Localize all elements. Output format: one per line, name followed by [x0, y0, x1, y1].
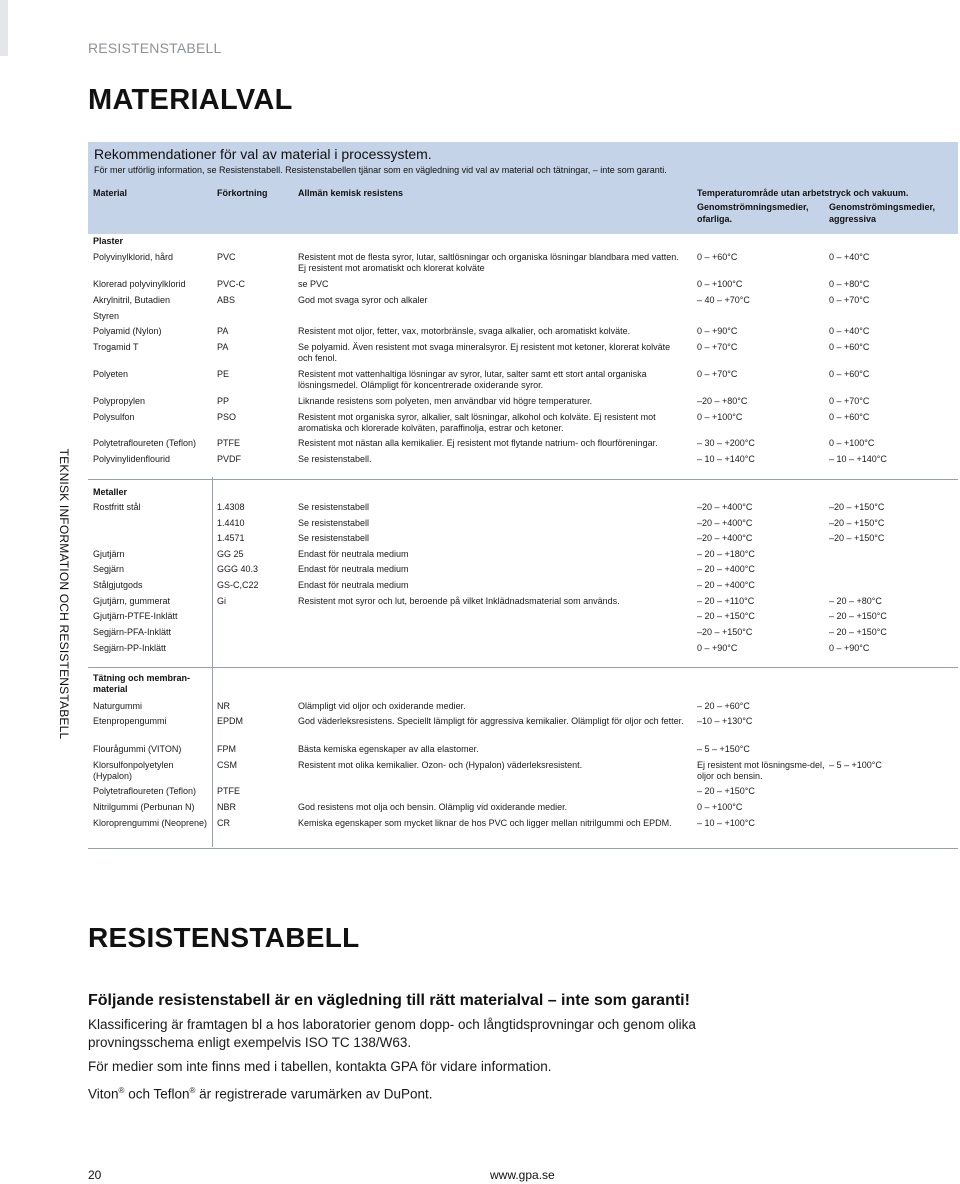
- cell-resistance: Se polyamid. Även resistent mot svaga mineralsyror. Ej resistent mot ketoner, klorerat kolväte och fenol.: [298, 342, 671, 363]
- cell-temp-harmless: – 10 – +140°C: [697, 454, 755, 464]
- cell-material: Etenpropengummi: [93, 716, 167, 726]
- cell-abbreviation: 1.4410: [217, 518, 245, 528]
- cell-abbreviation: PVC-C: [217, 279, 246, 289]
- cell-material: Polyeten: [93, 369, 129, 379]
- cell-abbreviation: PVDF: [217, 454, 242, 464]
- cell-material: Polytetrafloureten (Teflon): [93, 438, 197, 448]
- cell-resistance: God mot svaga syror och alkaler: [298, 295, 428, 305]
- cell-resistance: God resistens mot olja och bensin. Olämplig vid oxiderande medier.: [298, 802, 568, 812]
- cell-resistance: Se resistenstabell: [298, 502, 370, 512]
- cell-material: Nitrilgummi (Perbunan N): [93, 802, 195, 812]
- cell-temp-harmless: –20 – +150°C: [697, 627, 753, 637]
- cell-abbreviation: PTFE: [217, 786, 241, 796]
- cell-temp-aggressive: 0 – +40°C: [829, 252, 870, 262]
- cell-temp-harmless: 0 – +70°C: [697, 369, 738, 379]
- header-temp-aggressive: Genomströmingsmedier, aggressiva: [829, 202, 936, 224]
- resist-lead: Följande resistenstabell är en vägledning till rätt materialval – inte som garanti!: [88, 992, 690, 1009]
- cell-resistance: Liknande resistens som polyeten, men användbar vid högre temperaturer.: [298, 396, 593, 406]
- group-heading: Metaller: [93, 487, 128, 497]
- cell-material: Gjutjärn: [93, 549, 125, 559]
- cell-temp-aggressive: – 20 – +150°C: [829, 611, 887, 621]
- cell-abbreviation: GG 25: [217, 549, 244, 559]
- cell-resistance: God väderleksresistens. Speciellt lämpligt för aggressiva kemikalier. Olämpligt för oljor och fetter.: [298, 716, 684, 726]
- cell-resistance: Resistent mot olika kemikalier. Ozon- och (Hypalon) väderleksresistent.: [298, 760, 583, 770]
- cell-abbreviation: FPM: [217, 744, 236, 754]
- cell-temp-aggressive: – 20 – +150°C: [829, 627, 887, 637]
- cell-abbreviation: CR: [217, 818, 230, 828]
- cell-temp-harmless: 0 – +60°C: [697, 252, 738, 262]
- cell-material: Segjärn-PFA-Inklätt: [93, 627, 172, 637]
- cell-abbreviation: 1.4571: [217, 533, 245, 543]
- cell-temp-aggressive: 0 – +90°C: [829, 643, 870, 653]
- cell-resistance: Endast för neutrala medium: [298, 549, 409, 559]
- cell-temp-harmless: – 10 – +100°C: [697, 818, 755, 828]
- vertical-section-label: [56, 442, 72, 746]
- cell-material: Segjärn-PP-Inklätt: [93, 643, 167, 653]
- cell-abbreviation: CSM: [217, 760, 237, 770]
- resist-heading: RESISTENSTABELL: [88, 922, 360, 953]
- cell-abbreviation: Gi: [217, 596, 226, 606]
- cell-abbreviation: PP: [217, 396, 230, 406]
- cell-material: Polyvinylidenflourid: [93, 454, 171, 464]
- cell-temp-harmless: 0 – +100°C: [697, 279, 743, 289]
- resist-paragraph-2: För medier som inte finns med i tabellen, kontakta GPA för vidare information.: [88, 1059, 552, 1074]
- cell-temp-harmless: –20 – +400°C: [697, 533, 753, 543]
- header-material: Material: [93, 188, 128, 198]
- cell-material: Polyvinylklorid, hård: [93, 252, 174, 262]
- cell-temp-harmless: – 30 – +200°C: [697, 438, 755, 448]
- banner-title: Rekommendationer för val av material i processystem.: [94, 146, 432, 162]
- cell-abbreviation: 1.4308: [217, 502, 245, 512]
- page-number: 20: [88, 1168, 102, 1182]
- header-resistance: Allmän kemisk resistens: [298, 188, 404, 198]
- cell-temp-aggressive: – 5 – +100°C: [829, 760, 882, 770]
- cell-temp-harmless: Ej resistent mot lösningsme-del, oljor och bensin.: [697, 760, 825, 781]
- cell-temp-harmless: – 20 – +150°C: [697, 786, 755, 796]
- cell-resistance: Se resistenstabell.: [298, 454, 372, 464]
- cell-resistance: Se resistenstabell: [298, 518, 370, 528]
- cell-temp-harmless: –20 – +80°C: [697, 396, 748, 406]
- cell-material: Segjärn: [93, 564, 125, 574]
- header-temp-harmless: Genomströmningsmedier, ofarliga.: [697, 202, 809, 224]
- cell-abbreviation: ABS: [217, 295, 236, 305]
- cell-temp-aggressive: 0 – +80°C: [829, 279, 870, 289]
- cell-resistance: Se resistenstabell: [298, 533, 370, 543]
- cell-temp-harmless: – 20 – +110°C: [697, 596, 755, 606]
- cell-temp-harmless: – 5 – +150°C: [697, 744, 750, 754]
- cell-temp-harmless: 0 – +100°C: [697, 802, 743, 812]
- cell-resistance: Endast för neutrala medium: [298, 580, 409, 590]
- cell-material: Flourågummi (VITON): [93, 744, 182, 754]
- vertical-section-label-text: TEKNISK INFORMATION OCH RESISTENSTABELL: [57, 448, 71, 740]
- cell-abbreviation: PA: [217, 326, 229, 336]
- cell-temp-aggressive: –20 – +150°C: [829, 502, 885, 512]
- cell-temp-aggressive: 0 – +70°C: [829, 396, 870, 406]
- cell-resistance: Resistent mot organiska syror, alkalier, salt lösningar, alkohol och kolväte. Ej resistent mot aromatiska och klorerade kolväten, paraffinolja, estrar och ketoner.: [298, 412, 656, 433]
- cell-temp-harmless: 0 – +70°C: [697, 342, 738, 352]
- cell-abbreviation: PA: [217, 342, 229, 352]
- cell-material: Klorsulfonpolyetylen (Hypalon): [93, 760, 174, 781]
- edge-tab: [0, 0, 8, 56]
- cell-material: Kloroprengummi (Neoprene): [93, 818, 208, 828]
- cell-material: Naturgummi: [93, 701, 143, 711]
- cell-abbreviation: GGG 40.3: [217, 564, 259, 574]
- page-title: MATERIALVAL: [88, 84, 293, 116]
- resist-paragraph-3: Viton® och Teflon® är registrerade varumärken av DuPont.: [88, 1086, 433, 1102]
- group-separator: [88, 479, 958, 480]
- cell-material: Polyamid (Nylon): [93, 326, 162, 336]
- cell-material: Styren: [93, 311, 120, 321]
- cell-abbreviation: PVC: [217, 252, 236, 262]
- cell-material: Rostfritt stål: [93, 502, 141, 512]
- cell-temp-harmless: –20 – +400°C: [697, 518, 753, 528]
- cell-abbreviation: PE: [217, 369, 230, 379]
- header-temp-range: Temperaturområde utan arbetstryck och vakuum.: [697, 188, 909, 198]
- group-separator: [88, 848, 958, 849]
- cell-temp-harmless: –10 – +130°C: [697, 716, 753, 726]
- cell-resistance: Resistent mot syror och lut, beroende på vilket Inklädnadsmaterial som används.: [298, 596, 620, 606]
- cell-temp-aggressive: 0 – +60°C: [829, 369, 870, 379]
- cell-temp-aggressive: – 10 – +140°C: [829, 454, 887, 464]
- section-kicker: RESISTENSTABELL: [88, 40, 222, 56]
- cell-temp-aggressive: –20 – +150°C: [829, 518, 885, 528]
- cell-temp-aggressive: 0 – +60°C: [829, 342, 870, 352]
- group-heading: Plaster: [93, 236, 124, 246]
- cell-temp-aggressive: – 20 – +80°C: [829, 596, 882, 606]
- cell-temp-harmless: 0 – +100°C: [697, 412, 743, 422]
- cell-resistance: Endast för neutrala medium: [298, 564, 409, 574]
- cell-resistance: Kemiska egenskaper som mycket liknar de hos PVC och ligger mellan nitrilgummi och EPDM.: [298, 818, 672, 828]
- footer-url: www.gpa.se: [490, 1168, 555, 1182]
- cell-temp-harmless: 0 – +90°C: [697, 326, 738, 336]
- cell-abbreviation: EPDM: [217, 716, 244, 726]
- cell-temp-harmless: – 40 – +70°C: [697, 295, 750, 305]
- banner-subtitle: För mer utförlig information, se Resistenstabell. Resistenstabellen tjänar som en vägledning vid val av material och tätningar, – inte som garanti.: [94, 165, 667, 175]
- cell-material: Polytetrafloureten (Teflon): [93, 786, 197, 796]
- cell-abbreviation: PSO: [217, 412, 237, 422]
- group-separator: [88, 667, 958, 668]
- header-abbreviation: Förkortning: [217, 188, 268, 198]
- cell-material: Klorerad polyvinylklorid: [93, 279, 186, 289]
- cell-abbreviation: NBR: [217, 802, 237, 812]
- cell-resistance: Resistent mot oljor, fetter, vax, motorbränsle, svaga alkalier, och aromatiskt kolväte.: [298, 326, 631, 336]
- cell-resistance: Bästa kemiska egenskaper av alla elastomer.: [298, 744, 479, 754]
- cell-temp-harmless: 0 – +90°C: [697, 643, 738, 653]
- resist-paragraph-1: Klassificering är framtagen bl a hos laboratorier genom dopp- och långtidsprovningar och genom olika provningsschema enligt exempelvis ISO TC 138/W63.: [88, 1017, 696, 1050]
- cell-resistance: Olämpligt vid oljor och oxiderande medier.: [298, 701, 466, 711]
- cell-temp-harmless: – 20 – +60°C: [697, 701, 750, 711]
- cell-temp-harmless: – 20 – +400°C: [697, 580, 755, 590]
- cell-resistance: Resistent mot vattenhaltiga lösningar av syror, lutar, salter samt ett stort antal organiska lösningsmedel. Olämpligt för koncentrerade oxiderande syror.: [298, 369, 647, 390]
- cell-material: Polysulfon: [93, 412, 135, 422]
- cell-temp-harmless: –20 – +400°C: [697, 502, 753, 512]
- cell-temp-aggressive: 0 – +40°C: [829, 326, 870, 336]
- cell-temp-aggressive: 0 – +70°C: [829, 295, 870, 305]
- cell-abbreviation: PTFE: [217, 438, 241, 448]
- cell-temp-harmless: – 20 – +150°C: [697, 611, 755, 621]
- cell-material: Polypropylen: [93, 396, 146, 406]
- cell-material: Trogamid T: [93, 342, 139, 352]
- group-heading: Tätning och membran-material: [93, 673, 191, 694]
- cell-resistance: Resistent mot nästan alla kemikalier. Ej resistent mot flytande natrium- och flourföreningar.: [298, 438, 658, 448]
- cell-temp-harmless: – 20 – +400°C: [697, 564, 755, 574]
- cell-resistance: se PVC: [298, 279, 329, 289]
- cell-temp-harmless: – 20 – +180°C: [697, 549, 755, 559]
- cell-temp-aggressive: 0 – +60°C: [829, 412, 870, 422]
- cell-abbreviation: GS-C,C22: [217, 580, 259, 590]
- cell-temp-aggressive: 0 – +100°C: [829, 438, 875, 448]
- cell-temp-aggressive: –20 – +150°C: [829, 533, 885, 543]
- cell-resistance: Resistent mot de flesta syror, lutar, saltlösningar och organiska lösningar blandbara med vatten. Ej resistent mot aromatiskt och klorerat kolväte: [298, 252, 679, 273]
- cell-material: Stålgjutgods: [93, 580, 143, 590]
- cell-material: Gjutjärn-PTFE-Inklätt: [93, 611, 178, 621]
- cell-abbreviation: NR: [217, 701, 230, 711]
- table-header-banner: [88, 142, 958, 234]
- cell-material: Akrylnitril, Butadien: [93, 295, 171, 305]
- cell-material: Gjutjärn, gummerat: [93, 596, 171, 606]
- column-divider: [212, 477, 213, 847]
